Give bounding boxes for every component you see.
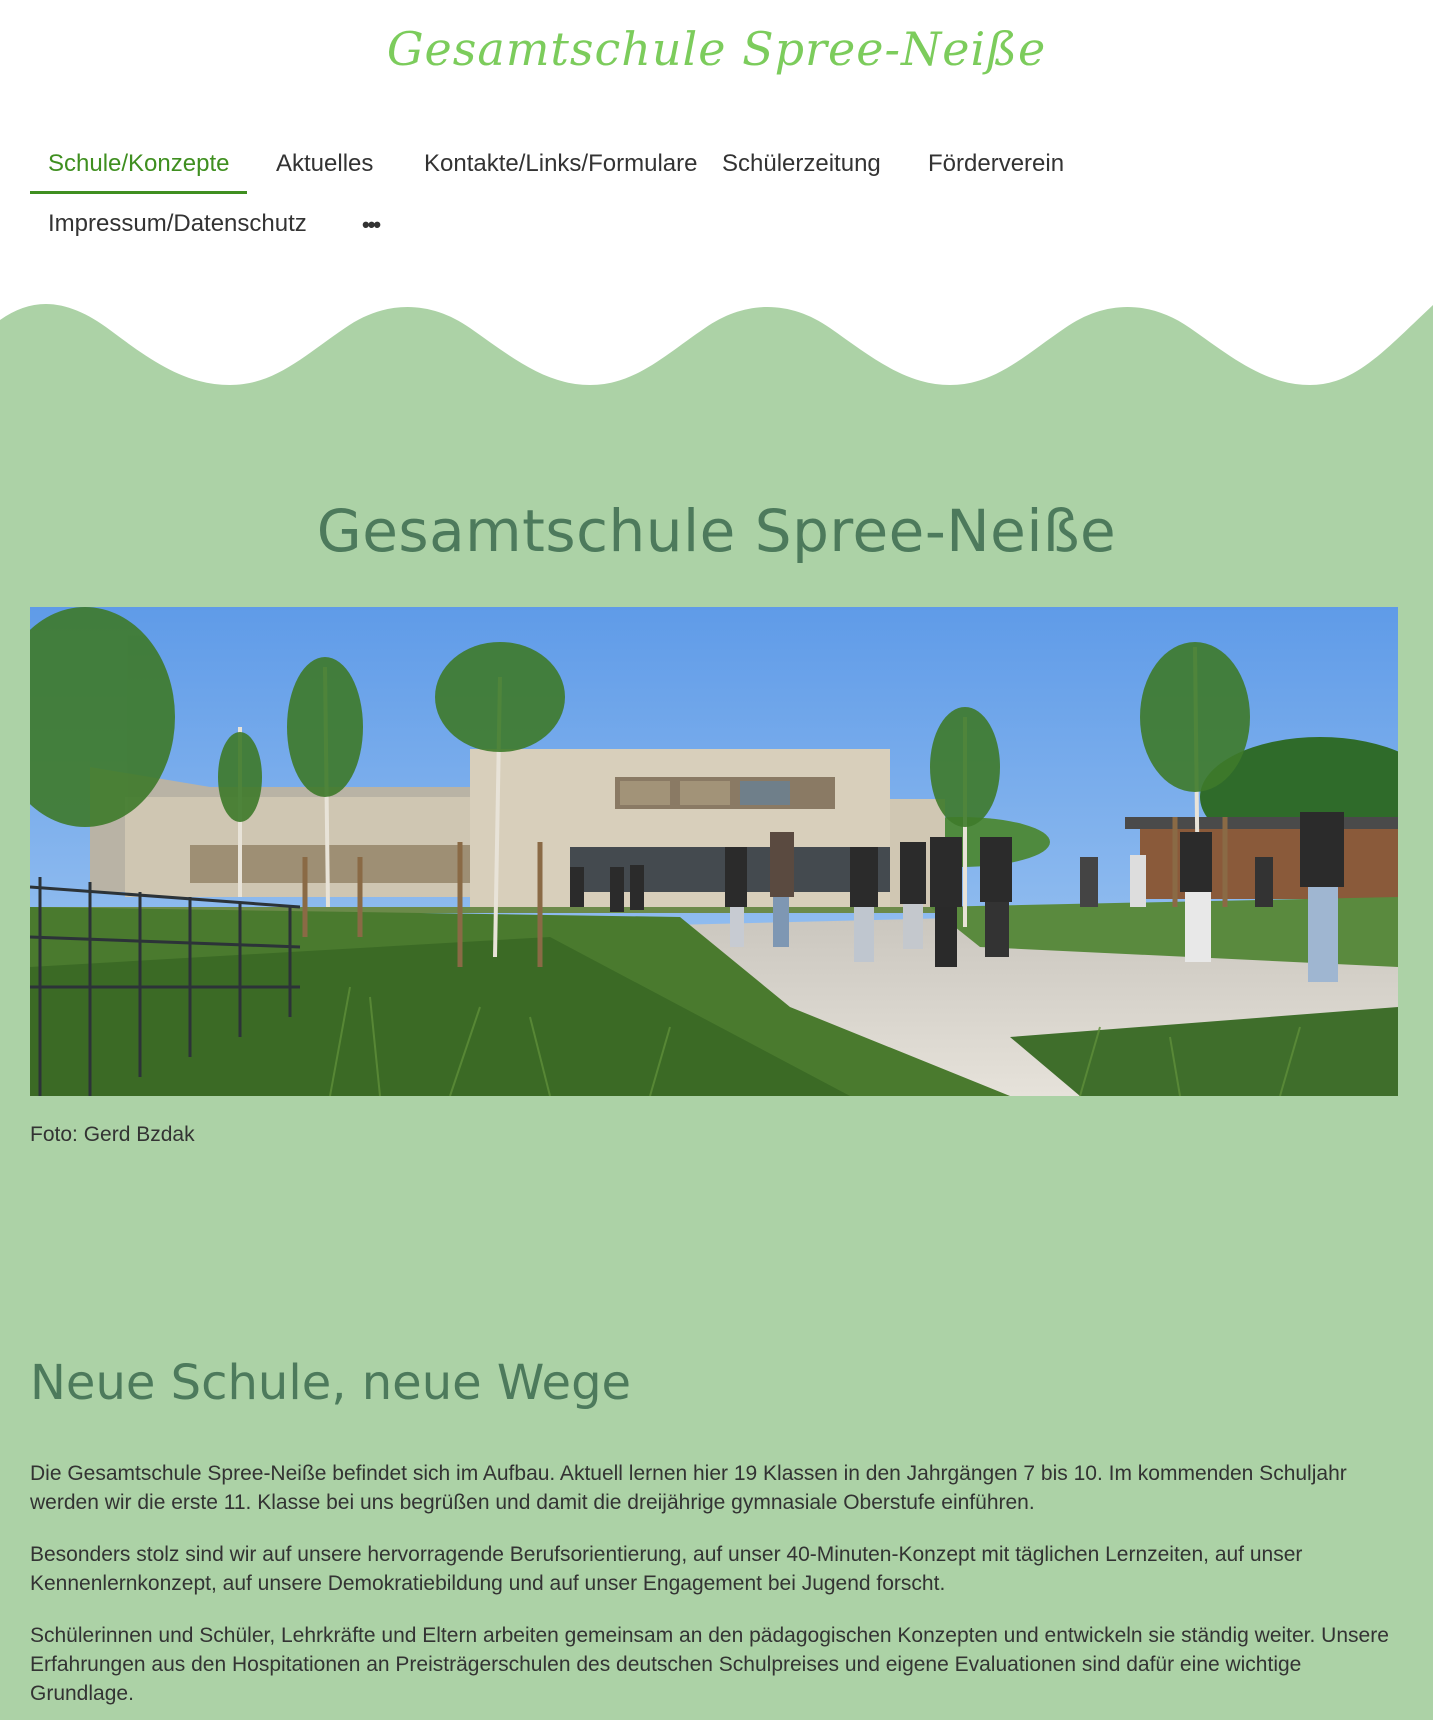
wave-divider [0,300,1433,390]
more-menu-icon[interactable]: ••• [362,212,380,237]
nav-row-2 [30,202,1410,262]
nav-item-impressum[interactable]: Impressum/Datenschutz [48,210,307,237]
school-building-photo-illustration [30,607,1398,1096]
site-header [0,0,1433,320]
collaboration-paragraph: Schülerinnen und Schüler, Lehrkräfte und Eltern arbeiten gemeinsam an den pädagogischen Konzepten und entwickeln sie ständig weiter. Unsere Erfahrungen aus den Hospitationen an Preisträgerschulen des deutschen Schulpreises und eigene Evaluationen sind dafür eine wichtige Grundlage. [30,1624,1389,1705]
main-navigation [30,142,1410,262]
intro-paragraph: Die Gesamtschule Spree-Neiße befindet sich im Aufbau. Aktuell lernen hier 19 Klassen in den Jahrgängen 7 bis 10. Im kommenden Schuljahr werden wir die erste 11. Klasse bei uns begrüßen und damit die dreijährige gymnasiale Oberstufe einführen. [30,1462,1347,1514]
nav-item-foerderverein[interactable]: Förderverein [928,150,1065,177]
site-logo[interactable]: Gesamtschule Spree-Neiße [386,22,1047,76]
nav-row-1 [30,142,1410,202]
highlights-paragraph: Besonders stolz sind wir auf unsere hervorragende Berufsorientierung, auf unser 40-Minuten-Konzept mit täglichen Lernzeiten, auf unser Kennenlernkonzept, auf unsere Demokratiebildung und auf unser Engagement bei Jugend forscht. [30,1543,1303,1595]
main-content [0,385,1433,1720]
page-title: Gesamtschule Spree-Neiße [316,497,1117,565]
section-heading: Neue Schule, neue Wege [30,1355,632,1411]
nav-item-kontakte[interactable]: Kontakte/Links/Formulare [424,150,698,177]
photo-caption: Foto: Gerd Bzdak [30,1123,195,1146]
nav-item-schuelerzeitung[interactable]: Schülerzeitung [722,150,881,177]
nav-item-aktuelles[interactable]: Aktuelles [276,150,374,177]
nav-item-schule-konzepte[interactable]: Schule/Konzepte [30,142,247,194]
school-photo [30,607,1398,1096]
